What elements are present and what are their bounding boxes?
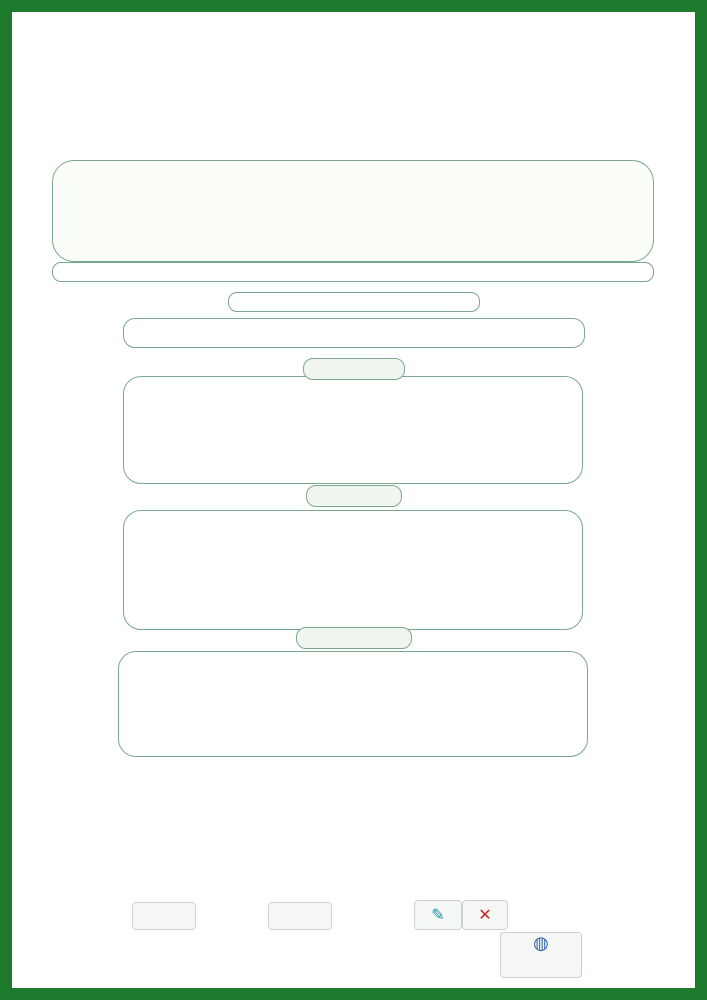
- media-supporter-logo-2: ✕: [462, 900, 508, 930]
- goals-box: [123, 510, 583, 630]
- axes-title: [303, 358, 405, 380]
- vale-logo: [132, 902, 196, 930]
- swecomp-logo: [268, 902, 332, 930]
- topics-box: [123, 318, 585, 348]
- axes-box: [123, 376, 583, 484]
- brand-group-logo: [500, 932, 582, 978]
- goals-title: [306, 485, 402, 507]
- program-title: [296, 627, 412, 649]
- date-location: [228, 292, 480, 312]
- globe-icon: ◍: [533, 933, 549, 954]
- program-box: [118, 651, 588, 757]
- title-box: [52, 160, 654, 262]
- features-bar: [52, 262, 654, 282]
- media-supporter-logo-1: ✎: [414, 900, 462, 930]
